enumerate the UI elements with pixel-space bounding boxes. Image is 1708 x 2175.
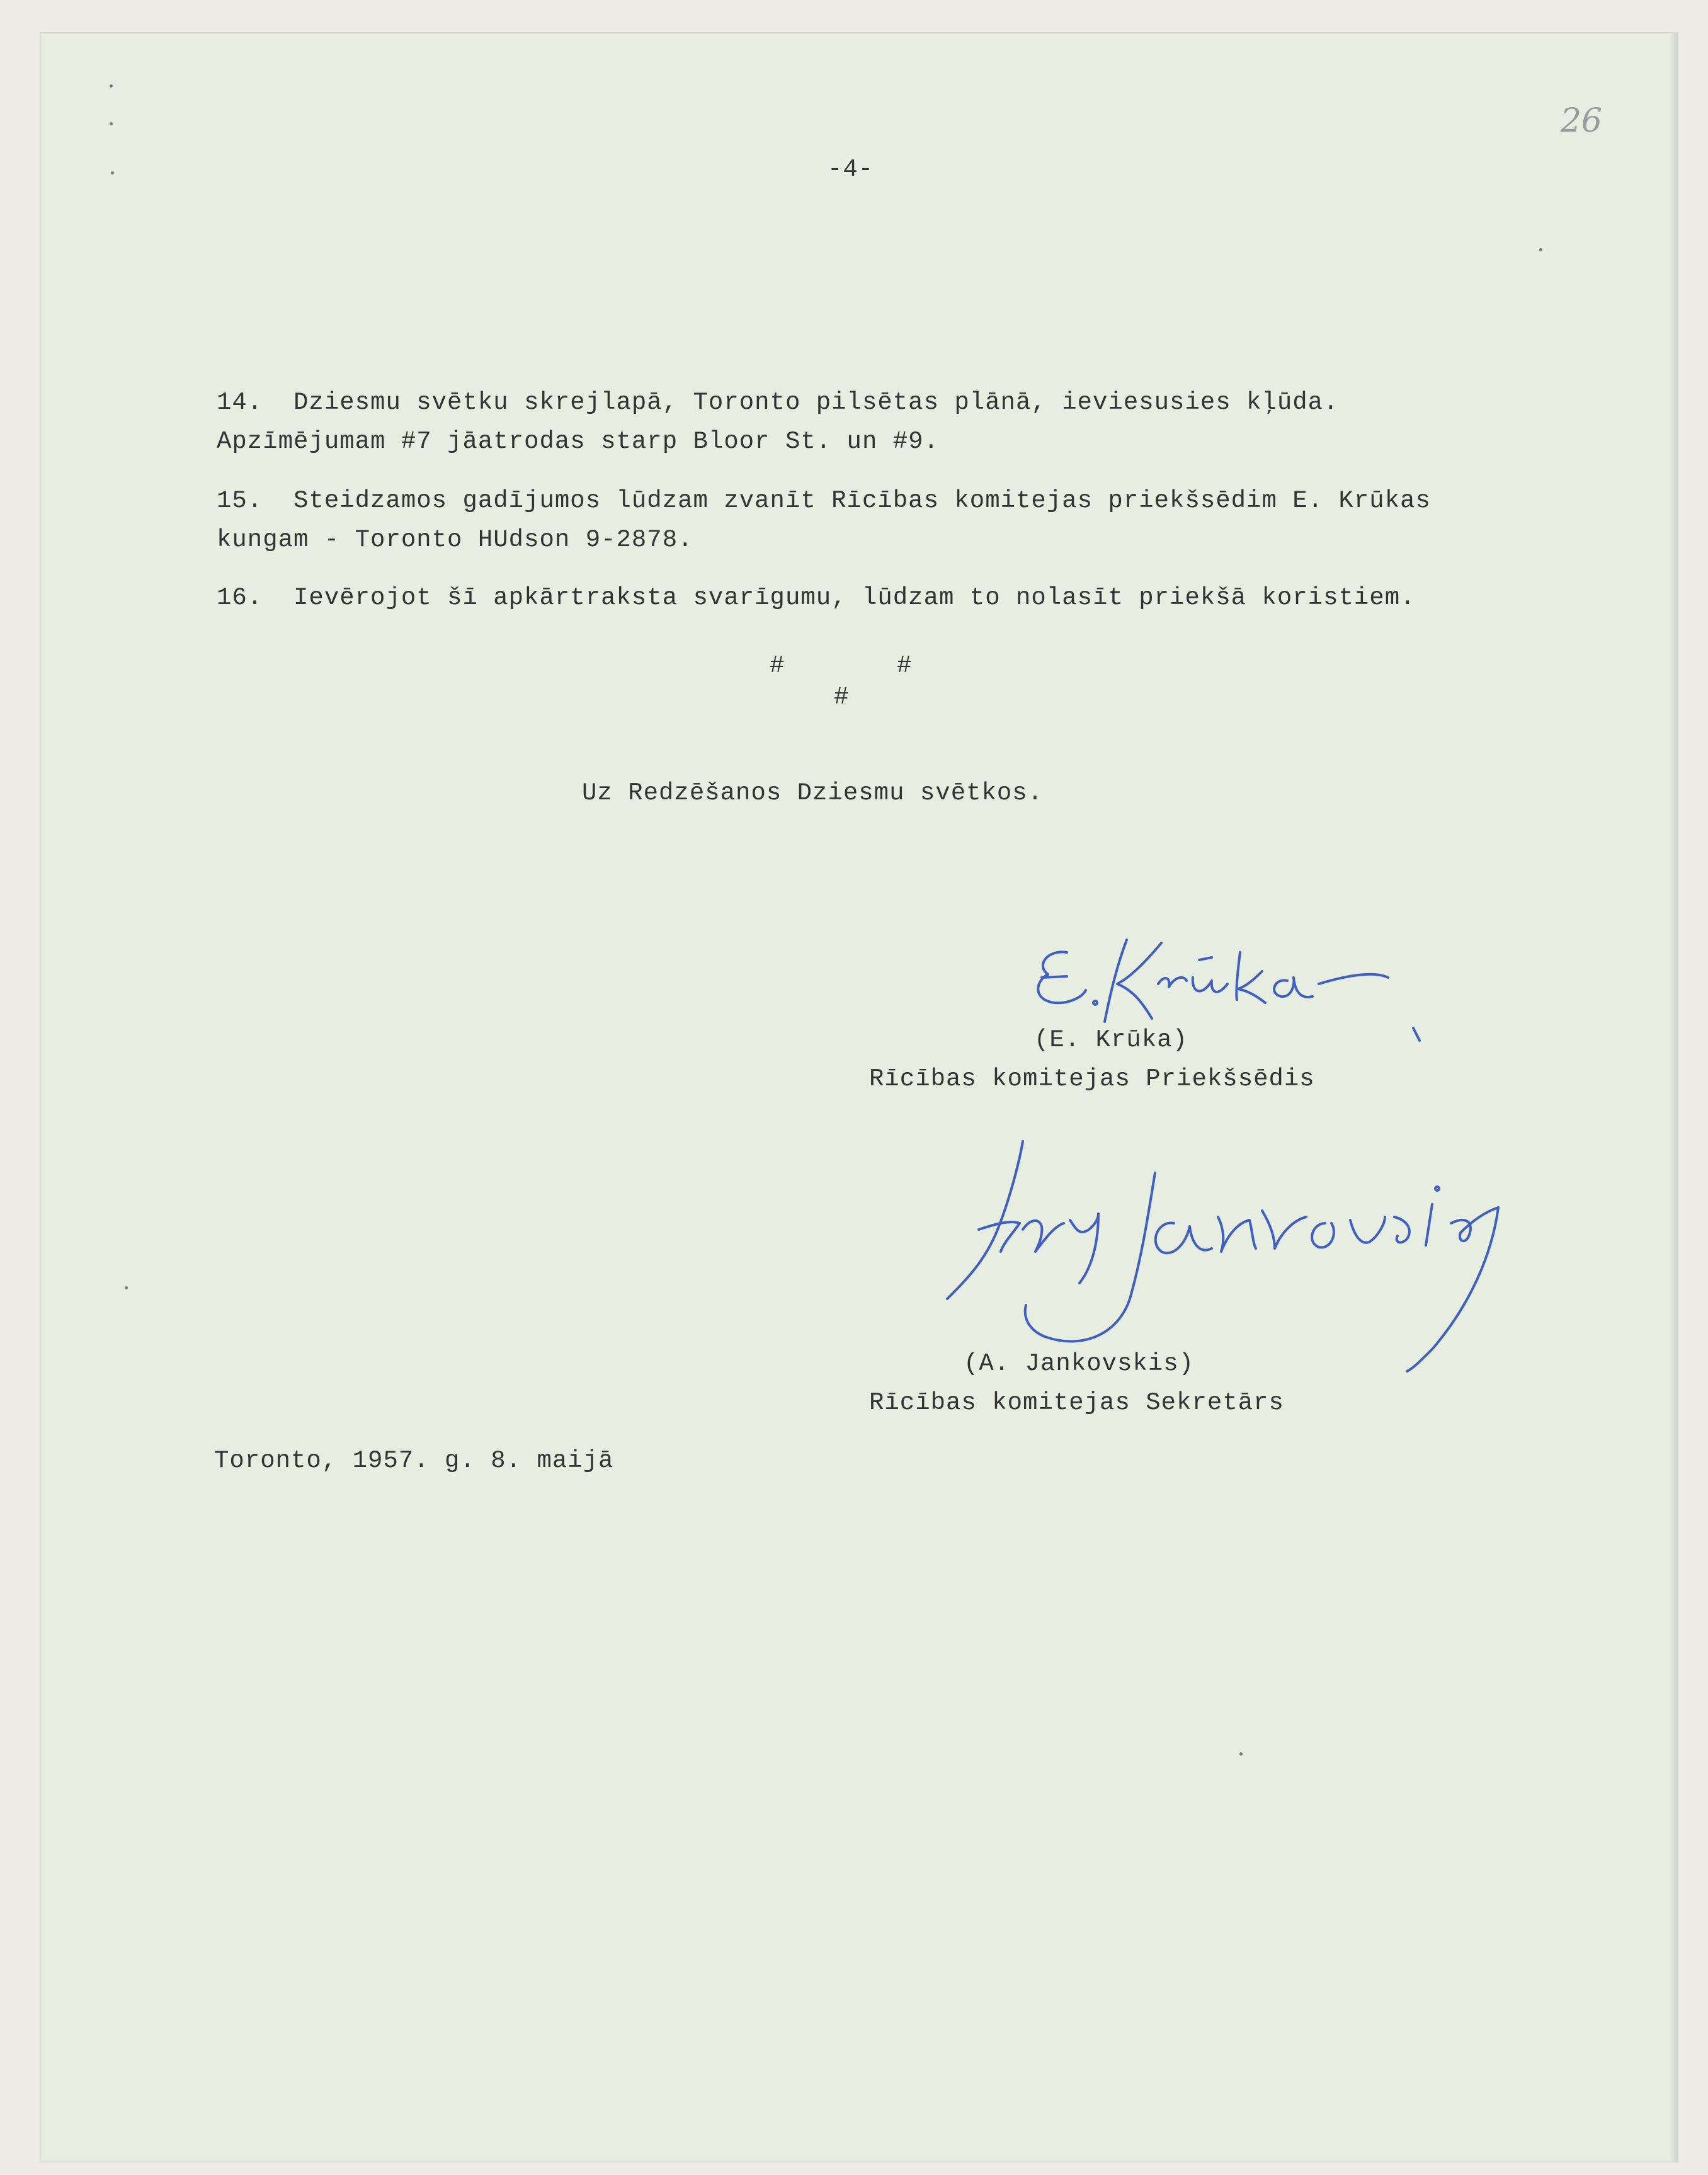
item-15 xyxy=(217,481,1431,559)
item-16 xyxy=(217,578,1416,617)
page-number: -4- xyxy=(828,156,874,183)
speck xyxy=(111,171,114,174)
signature-a-jankovskis xyxy=(909,1116,1602,1381)
speck xyxy=(110,84,113,88)
item-15-line-1: 15. Steidzamos gadījumos lūdzam zvanīt Rīcības komitejas priekšsēdim E. Krūkas xyxy=(217,487,1431,515)
signatory-2-title: Rīcības komitejas Sekretārs xyxy=(869,1389,1284,1417)
separator-hash-1: # xyxy=(770,652,785,680)
date-line: Toronto, 1957. g. 8. maijā xyxy=(214,1447,614,1475)
document-page xyxy=(40,33,1678,2162)
item-16-line-1: 16. Ievērojot šī apkārtraksta svarīgumu, lūdzam to nolasīt priekšā koristiem. xyxy=(217,584,1416,612)
speck xyxy=(1539,248,1542,251)
signatory-1 xyxy=(869,1020,1315,1099)
item-14 xyxy=(217,383,1338,461)
archive-page-number: 26 xyxy=(1560,102,1602,140)
closing-line: Uz Redzēšanos Dziesmu svētkos. xyxy=(582,779,1044,807)
speck xyxy=(110,122,113,125)
speck xyxy=(125,1286,128,1289)
signatory-1-name: (E. Krūka) xyxy=(1034,1026,1188,1054)
speck xyxy=(1239,1752,1243,1755)
signatory-2-name: (A. Jankovskis) xyxy=(964,1350,1195,1378)
item-15-line-2: kungam - Toronto HUdson 9-2878. xyxy=(217,526,693,554)
separator-hash-3: # xyxy=(897,652,913,680)
signatory-2 xyxy=(869,1344,1284,1422)
item-14-line-2: Apzīmējumam #7 jāatrodas starp Bloor St. un #9. xyxy=(217,428,939,455)
item-14-line-1: 14. Dziesmu svētku skrejlapā, Toronto pilsētas plānā, ieviesusies kļūda. xyxy=(217,389,1339,416)
separator-hash-2: # xyxy=(834,683,850,711)
signatory-1-title: Rīcības komitejas Priekšsēdis xyxy=(869,1065,1315,1093)
